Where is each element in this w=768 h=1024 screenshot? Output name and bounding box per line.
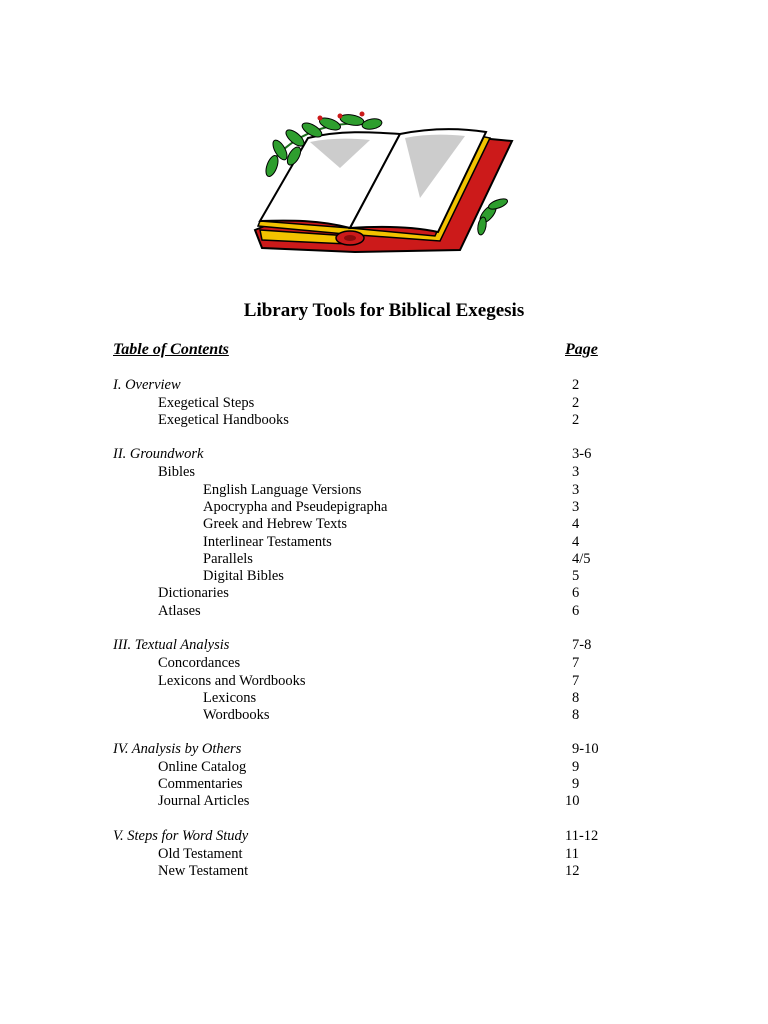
toc-subentry <box>0 498 768 516</box>
document-title: Library Tools for Biblical Exegesis <box>243 300 525 321</box>
toc-label: Digital Bibles <box>203 568 284 584</box>
toc-label: New Testament <box>158 863 249 879</box>
toc-label: Exegetical Steps <box>158 395 255 411</box>
toc-label: Exegetical Handbooks <box>158 412 289 428</box>
toc-label: Parallels <box>203 551 253 567</box>
toc-label: Journal Articles <box>158 793 250 809</box>
toc-subentry <box>0 515 768 533</box>
toc-page: 10 <box>565 793 580 809</box>
toc-subentry <box>0 567 768 585</box>
toc-heading: Table of Contents <box>113 341 229 358</box>
toc-label: Dictionaries <box>158 585 229 601</box>
toc-page: 6 <box>572 603 580 619</box>
toc-page: 2 <box>572 412 580 428</box>
toc-page: 7-8 <box>572 637 592 653</box>
toc-label: Concordances <box>158 655 241 671</box>
page-column-heading: Page <box>565 341 598 358</box>
toc-page: 3 <box>572 464 580 480</box>
toc-page: 6 <box>572 585 580 601</box>
toc-page: 3 <box>572 482 580 498</box>
toc-label: English Language Versions <box>203 482 362 498</box>
toc-label: III. Textual Analysis <box>113 637 230 653</box>
toc-subentry <box>0 533 768 551</box>
toc-label: Old Testament <box>158 846 243 862</box>
toc-entry <box>0 654 768 672</box>
toc-entry <box>0 758 768 776</box>
toc-section <box>0 376 768 394</box>
toc-entry <box>0 845 768 863</box>
toc-page: 9 <box>572 776 580 792</box>
toc-label: Lexicons <box>203 690 257 706</box>
toc-label: Bibles <box>158 464 196 480</box>
toc-page: 3-6 <box>572 446 592 462</box>
toc-entry <box>0 411 768 429</box>
toc-page: 5 <box>572 568 580 584</box>
toc-label: Greek and Hebrew Texts <box>203 516 348 532</box>
toc-page: 3 <box>572 499 580 515</box>
toc-label: IV. Analysis by Others <box>113 741 242 757</box>
toc-page: 7 <box>572 655 580 671</box>
toc-entry <box>0 463 768 481</box>
toc-page: 4/5 <box>572 551 591 567</box>
toc-entry <box>0 394 768 412</box>
toc-label: Commentaries <box>158 776 243 792</box>
toc-page: 2 <box>572 395 580 411</box>
toc-entry <box>0 602 768 620</box>
toc-page: 2 <box>572 377 580 393</box>
toc-label: II. Groundwork <box>113 446 204 462</box>
toc-section <box>0 636 768 654</box>
toc-entry <box>0 672 768 690</box>
toc-page: 9 <box>572 759 580 775</box>
toc-page: 4 <box>572 516 580 532</box>
toc-label: Apocrypha and Pseudepigrapha <box>203 499 388 515</box>
toc-section <box>0 740 768 758</box>
toc-label: I. Overview <box>113 377 181 393</box>
toc-entry <box>0 775 768 793</box>
toc-label: Online Catalog <box>158 759 247 775</box>
toc-page: 12 <box>565 863 580 879</box>
toc-page: 8 <box>572 690 580 706</box>
toc-label: Atlases <box>158 603 201 619</box>
toc-page: 11-12 <box>565 828 599 844</box>
toc-page: 8 <box>572 707 580 723</box>
toc-page: 7 <box>572 673 580 689</box>
toc-label: Interlinear Testaments <box>203 534 332 550</box>
toc-label: Lexicons and Wordbooks <box>158 673 306 689</box>
toc-subentry <box>0 481 768 499</box>
toc-page: 9-10 <box>572 741 599 757</box>
toc-subentry <box>0 550 768 568</box>
toc-page: 4 <box>572 534 580 550</box>
toc-entry <box>0 584 768 602</box>
toc-subentry <box>0 689 768 707</box>
toc-entry <box>0 862 768 880</box>
toc-entry <box>0 792 768 810</box>
toc-section <box>0 445 768 463</box>
toc-label: Wordbooks <box>203 707 270 723</box>
toc-section <box>0 827 768 845</box>
toc-label: V. Steps for Word Study <box>113 828 249 844</box>
toc-page: 11 <box>565 846 579 862</box>
toc-subentry <box>0 706 768 724</box>
